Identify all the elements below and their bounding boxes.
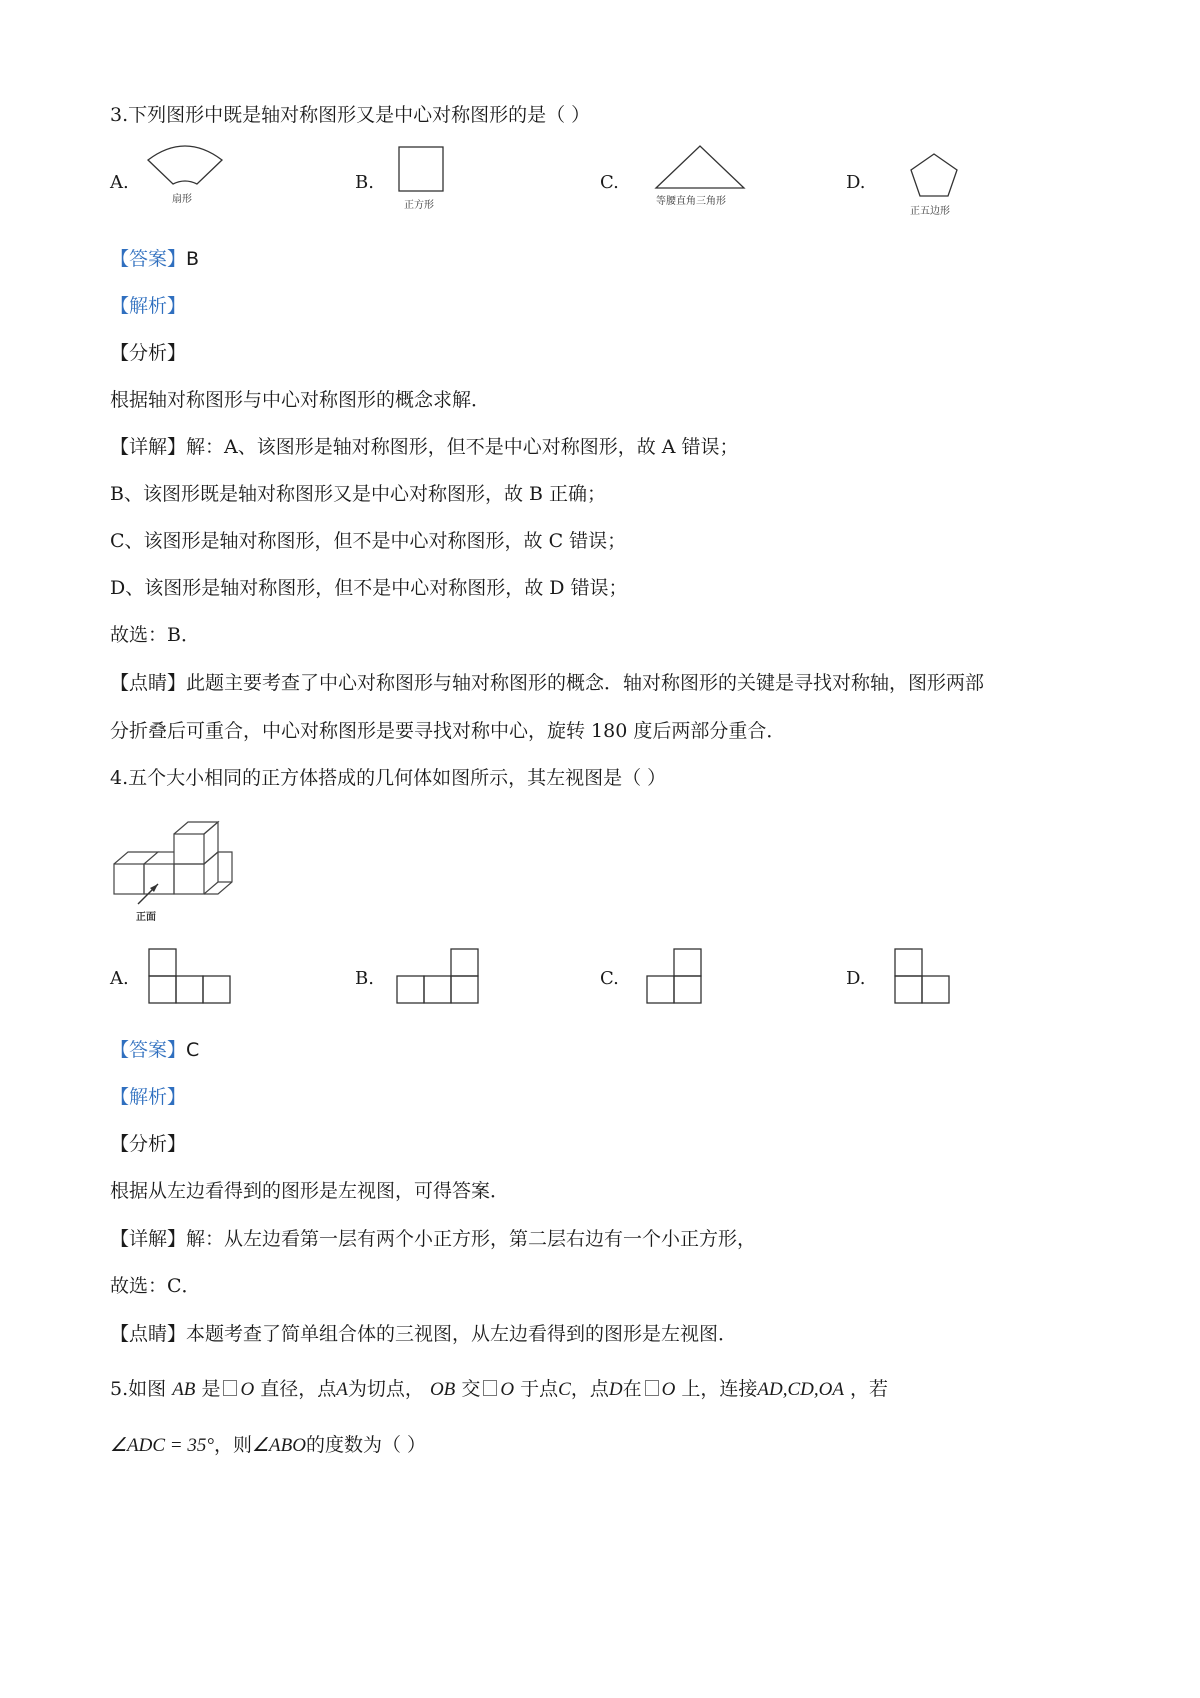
q3-option-b-caption: 正方形	[404, 200, 434, 211]
q4-fenxi-text: 根据从左边看得到的图形是左视图，可得答案．	[110, 1180, 510, 1202]
q5-line1	[110, 1376, 888, 1403]
q3-answer-tag: 【答案】	[110, 248, 187, 270]
q4-title: 4.五个大小相同的正方体搭成的几何体如图所示，其左视图是（ ）	[110, 767, 667, 789]
front-label: 正面	[136, 912, 156, 923]
q3-fenxi-tag: 【分析】	[110, 342, 187, 364]
q4-choose: 故选：C．	[110, 1275, 201, 1297]
q3-choose: 故选：B．	[110, 624, 200, 646]
q5-math-list: AD,CD,OA	[757, 1379, 844, 1400]
view-figure-b	[396, 948, 480, 1006]
q3-option-d-label: D.	[846, 172, 866, 193]
q5-text: 是	[201, 1378, 221, 1400]
q3-dianjing-line1: 【点睛】此题主要考查了中心对称图形与轴对称图形的概念．轴对称图形的关键是寻找对称轴，图形两部	[110, 672, 985, 694]
q4-analysis-tag: 【解析】	[110, 1086, 187, 1108]
circle-symbol-icon	[483, 1380, 497, 1396]
q3-answer-row	[110, 246, 199, 272]
view-figure-c	[646, 948, 704, 1006]
q3-fenxi-text: 根据轴对称图形与中心对称图形的概念求解．	[110, 389, 491, 411]
q3-analysis-tag: 【解析】	[110, 295, 187, 317]
q5-math-d: D	[608, 1379, 623, 1400]
q3-option-a-caption: 扇形	[172, 194, 192, 205]
q3-option-d-caption: 正五边形	[910, 206, 950, 217]
q4-detail: 【详解】解：从左边看第一层有两个小正方形，第二层右边有一个小正方形，	[110, 1228, 757, 1250]
q3-line-b: B、该图形既是轴对称图形又是中心对称图形，故 B 正确；	[110, 483, 607, 505]
q3-option-b-label: B.	[355, 172, 374, 193]
q4-answer-tag: 【答案】	[110, 1039, 187, 1061]
circle-symbol-icon	[645, 1380, 659, 1396]
cube-solid-figure	[112, 808, 240, 914]
q5-math-angle-adc: ∠ADC = 35°	[110, 1435, 214, 1456]
q5-math-angle-abo: ∠ABO	[251, 1435, 306, 1456]
isosceles-right-triangle-figure	[654, 144, 746, 190]
square-figure	[398, 146, 444, 192]
q5-text: 于点	[520, 1378, 559, 1400]
q4-option-a-label: A.	[110, 968, 129, 989]
q3-title: 3.下列图形中既是轴对称图形又是中心对称图形的是（ ）	[110, 104, 591, 126]
q5-text: ，则	[213, 1434, 252, 1456]
view-figure-d	[894, 948, 952, 1006]
q3-option-c-label: C.	[600, 172, 619, 193]
q3-dianjing-line2: 分折叠后可重合，中心对称图形是要寻找对称中心，旋转 180 度后两部分重合．	[110, 720, 786, 742]
q5-text: ，若	[849, 1378, 888, 1400]
q4-answer-row	[110, 1037, 199, 1063]
q5-line2	[110, 1432, 426, 1459]
q3-answer: B	[186, 248, 200, 270]
q5-math-ob: OB	[429, 1379, 456, 1400]
q5-math-o: O	[240, 1379, 255, 1400]
q4-option-c-label: C.	[600, 968, 619, 989]
q5-math-a: A	[336, 1379, 348, 1400]
q3-detail: 【详解】解：A、该图形是轴对称图形，但不是中心对称图形，故 A 错误；	[110, 436, 739, 458]
q5-text: 的度数为（ ）	[305, 1434, 426, 1456]
q3-line-c: C、该图形是轴对称图形，但不是中心对称图形，故 C 错误；	[110, 530, 627, 552]
q5-text: 上，连接	[681, 1378, 758, 1400]
q4-fenxi-tag: 【分析】	[110, 1133, 187, 1155]
q5-text: ，点	[570, 1378, 609, 1400]
q5-text: 在	[622, 1378, 642, 1400]
q5-text: 交	[461, 1378, 481, 1400]
q3-line-d: D、该图形是轴对称图形，但不是中心对称图形，故 D 错误；	[110, 577, 628, 599]
q5-text: 5.如图	[110, 1378, 167, 1400]
q4-option-b-label: B.	[355, 968, 374, 989]
circle-symbol-icon	[223, 1380, 237, 1396]
q5-math-o: O	[661, 1379, 676, 1400]
q3-option-c-caption: 等腰直角三角形	[656, 196, 726, 207]
sector-figure	[145, 140, 225, 190]
q5-math-c: C	[558, 1379, 571, 1400]
q3-option-a-label: A.	[110, 172, 129, 193]
q5-text: 直径，点	[260, 1378, 337, 1400]
q4-dianjing: 【点睛】本题考查了简单组合体的三视图，从左边看得到的图形是左视图．	[110, 1323, 738, 1345]
q5-math-ab: AB	[172, 1379, 196, 1400]
q5-math-o: O	[500, 1379, 515, 1400]
q5-text: 为切点，	[347, 1378, 424, 1400]
q4-answer: C	[186, 1039, 200, 1061]
view-figure-a	[148, 948, 232, 1006]
q4-option-d-label: D.	[846, 968, 866, 989]
regular-pentagon-figure	[909, 152, 959, 198]
